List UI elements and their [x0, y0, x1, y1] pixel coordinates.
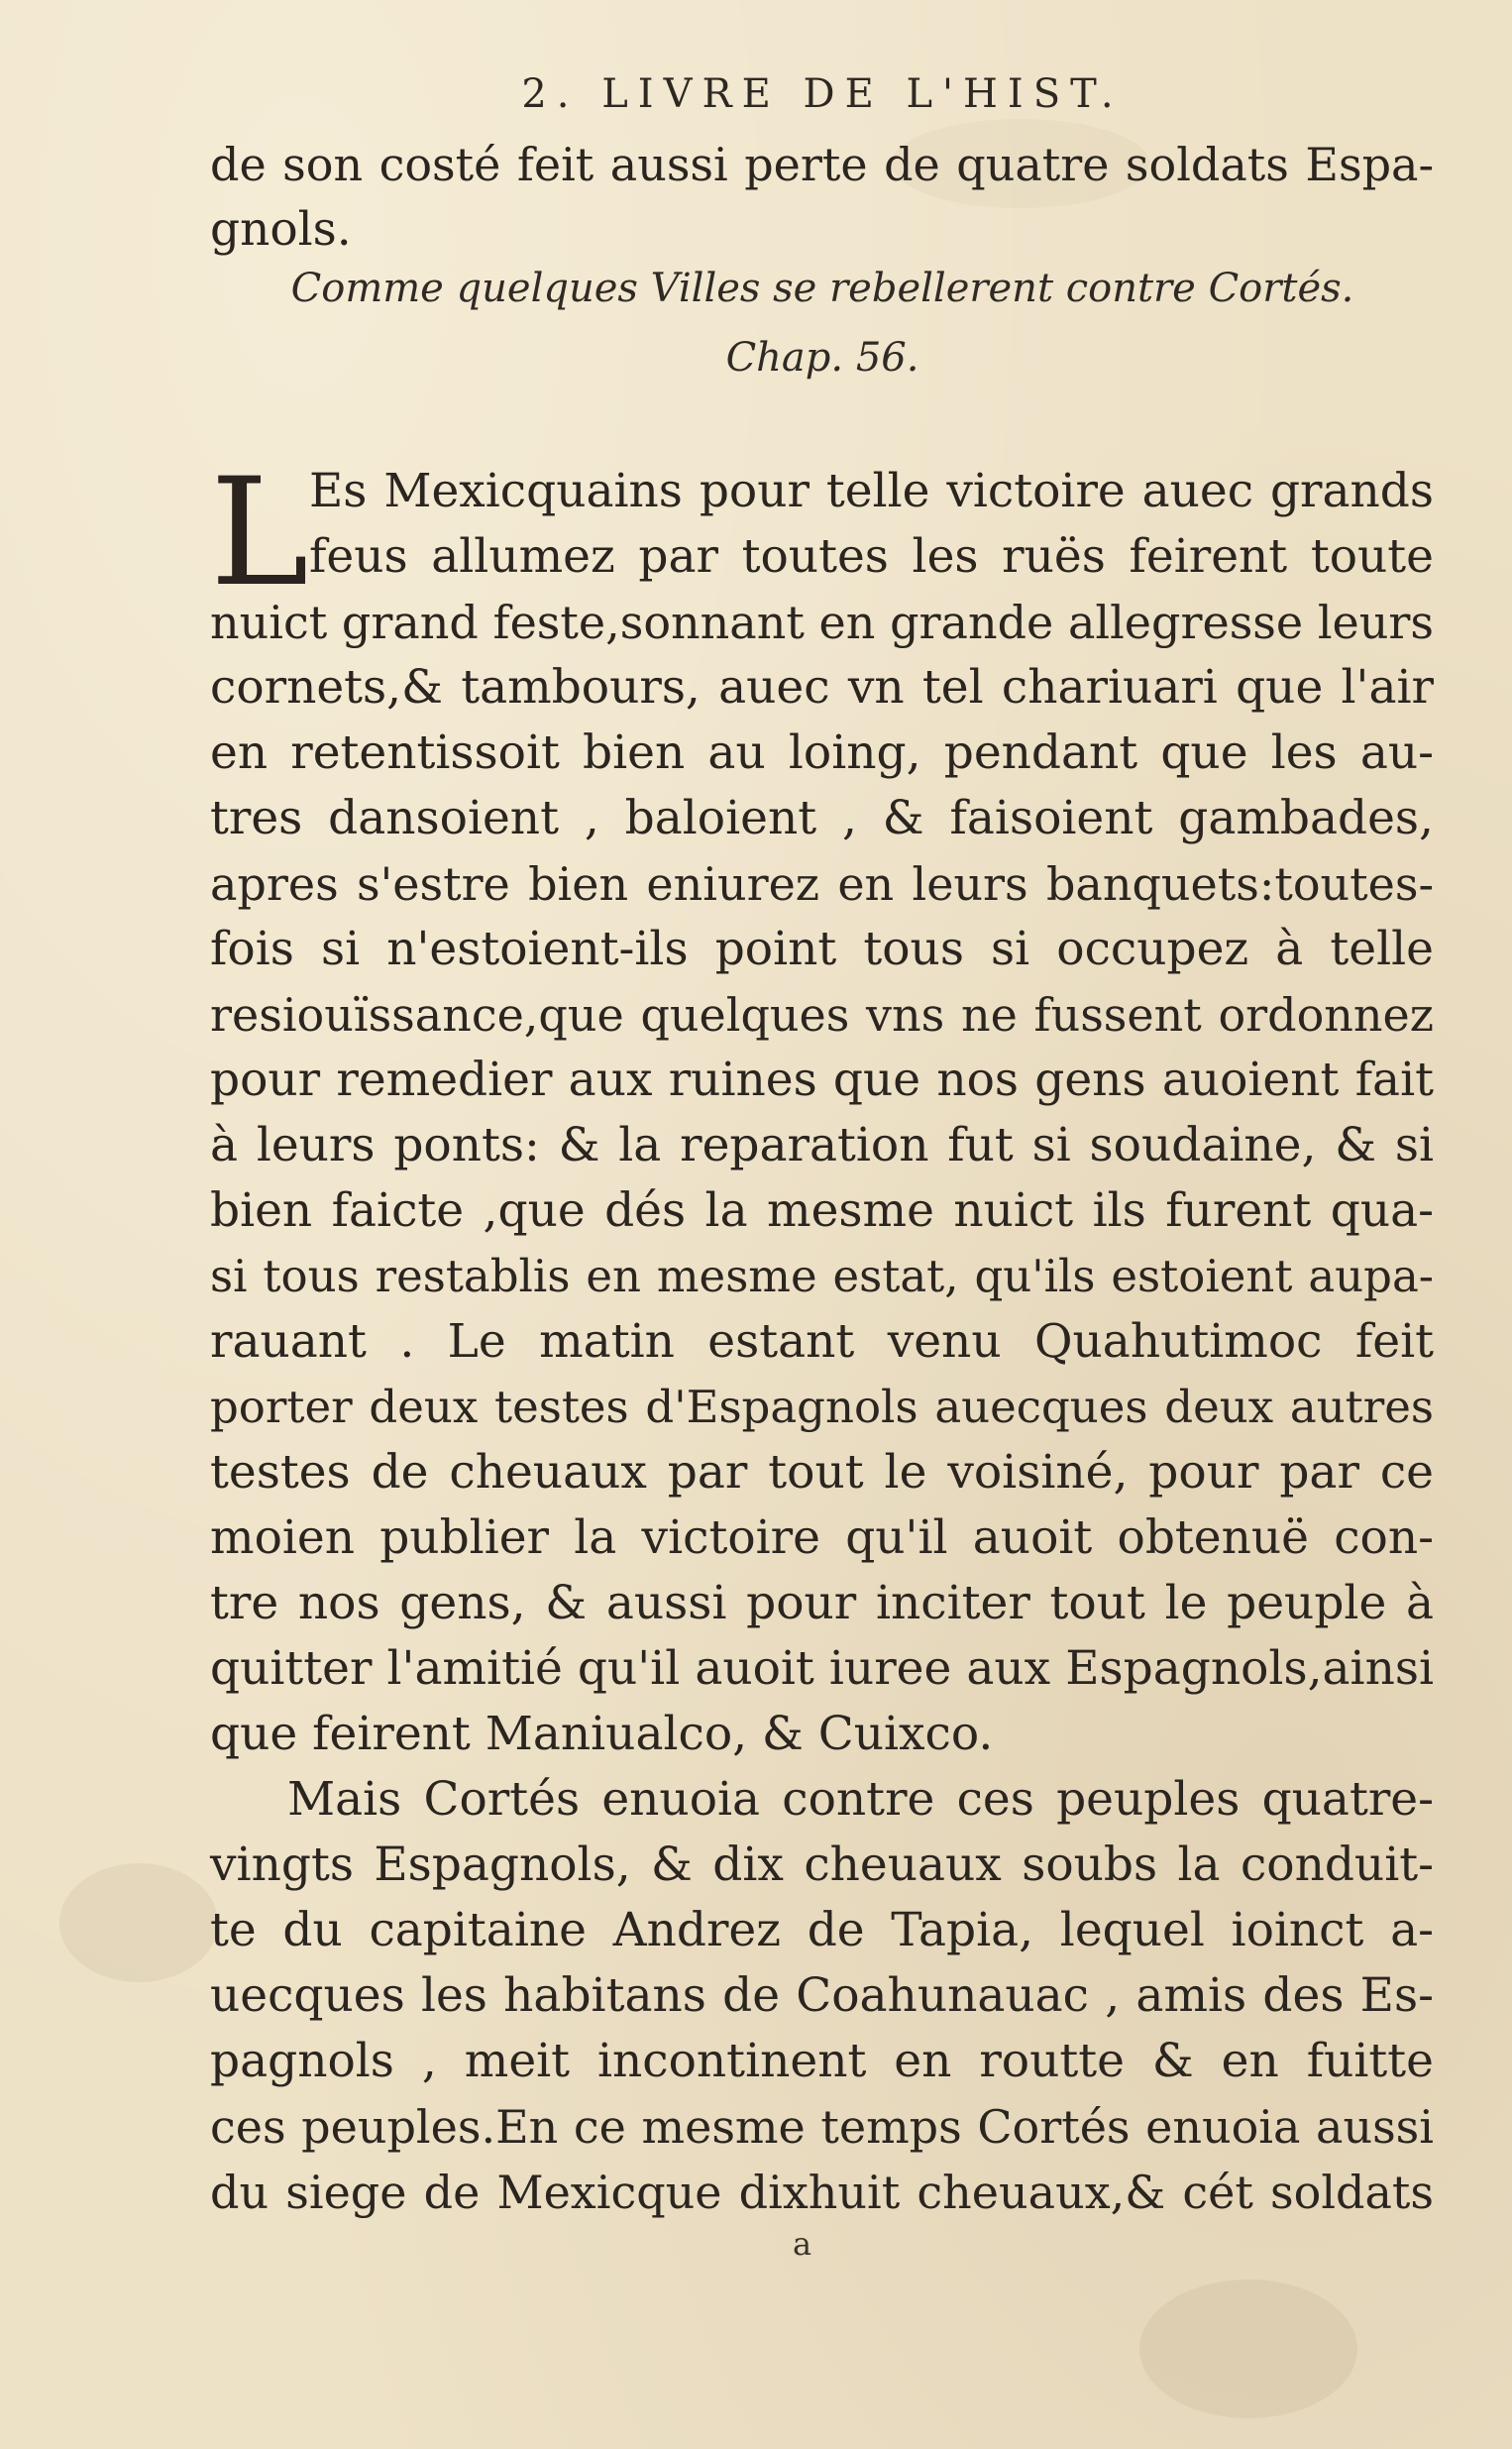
body-line: rauant . Le matin estant venu Quahutimoc feit	[210, 1314, 1434, 1369]
body-line: porter deux testes d'Espagnols auecques deux autres	[210, 1381, 1434, 1433]
paper-stain	[1139, 2280, 1357, 2418]
body-line: si tous restablis en mesme estat, qu'ils estoient aupa-	[210, 1250, 1434, 1302]
running-header: 2. LIVRE DE L'HIST.	[521, 71, 1124, 117]
body-line: resiouïssance,que quelques vns ne fussent ordonnez	[210, 988, 1434, 1042]
body-line: en retentissoit bien au loing, pendant que les au-	[210, 725, 1434, 780]
body-line: uecques les habitans de Coahunauac , amis des Es-	[210, 1968, 1434, 2023]
body-line: Es Mexicquains pour telle victoire auec grands	[309, 464, 1434, 518]
body-line: de son costé feit aussi perte de quatre soldats Espa-	[210, 138, 1434, 191]
body-line: du siege de Mexicque dixhuit cheuaux,& cét soldats	[210, 2166, 1434, 2219]
chapter-title: Comme quelques Villes se rebellerent contre Cortés.	[290, 266, 1354, 311]
body-line: vingts Espagnols, & dix cheuaux soubs la conduit-	[210, 1837, 1434, 1892]
body-line: tre nos gens, & aussi pour inciter tout le peuple à	[210, 1576, 1434, 1630]
body-line: pour remedier aux ruines que nos gens auoient fait	[210, 1053, 1434, 1107]
drop-cap: L	[210, 447, 309, 619]
body-line: à leurs ponts: & la reparation fut si soudaine, & si	[210, 1118, 1434, 1172]
chapter-number: Chap. 56.	[725, 335, 919, 381]
body-line: que feirent Maniualco, & Cuixco.	[210, 1707, 994, 1761]
body-line: tres dansoient , baloient , & faisoient gambades,	[210, 791, 1434, 845]
body-line: pagnols , meit incontinent en routte & en fuitte	[210, 2034, 1434, 2088]
body-line: ces peuples.En ce mesme temps Cortés enuoia aussi	[210, 2100, 1434, 2154]
body-line: te du capitaine Andrez de Tapia, lequel ioinct a-	[210, 1903, 1434, 1957]
body-line: quitter l'amitié qu'il auoit iuree aux Espagnols,ainsi	[210, 1641, 1434, 1696]
body-line: nuict grand feste,sonnant en grande allegresse leurs	[210, 596, 1434, 649]
body-line: fois si n'estoient-ils point tous si occupez à telle	[210, 922, 1434, 976]
body-line: Mais Cortés enuoia contre ces peuples quatre-	[287, 1772, 1434, 1827]
body-line: bien faicte ,que dés la mesme nuict ils furent qua-	[210, 1183, 1434, 1238]
body-line: gnols.	[210, 202, 352, 257]
body-line: moien publier la victoire qu'il auoit obtenuë con-	[210, 1510, 1434, 1565]
body-line: apres s'estre bien eniurez en leurs banquets:toutes-	[210, 857, 1434, 911]
body-line: feus allumez par toutes les ruës feirent toute	[309, 529, 1434, 584]
body-line: cornets,& tambours, auec vn tel chariuari que l'air	[210, 660, 1434, 715]
paper-stain	[59, 1863, 218, 1982]
signature-mark: a	[793, 2225, 812, 2263]
body-line: testes de cheuaux par tout le voisiné, pour par ce	[210, 1445, 1434, 1500]
